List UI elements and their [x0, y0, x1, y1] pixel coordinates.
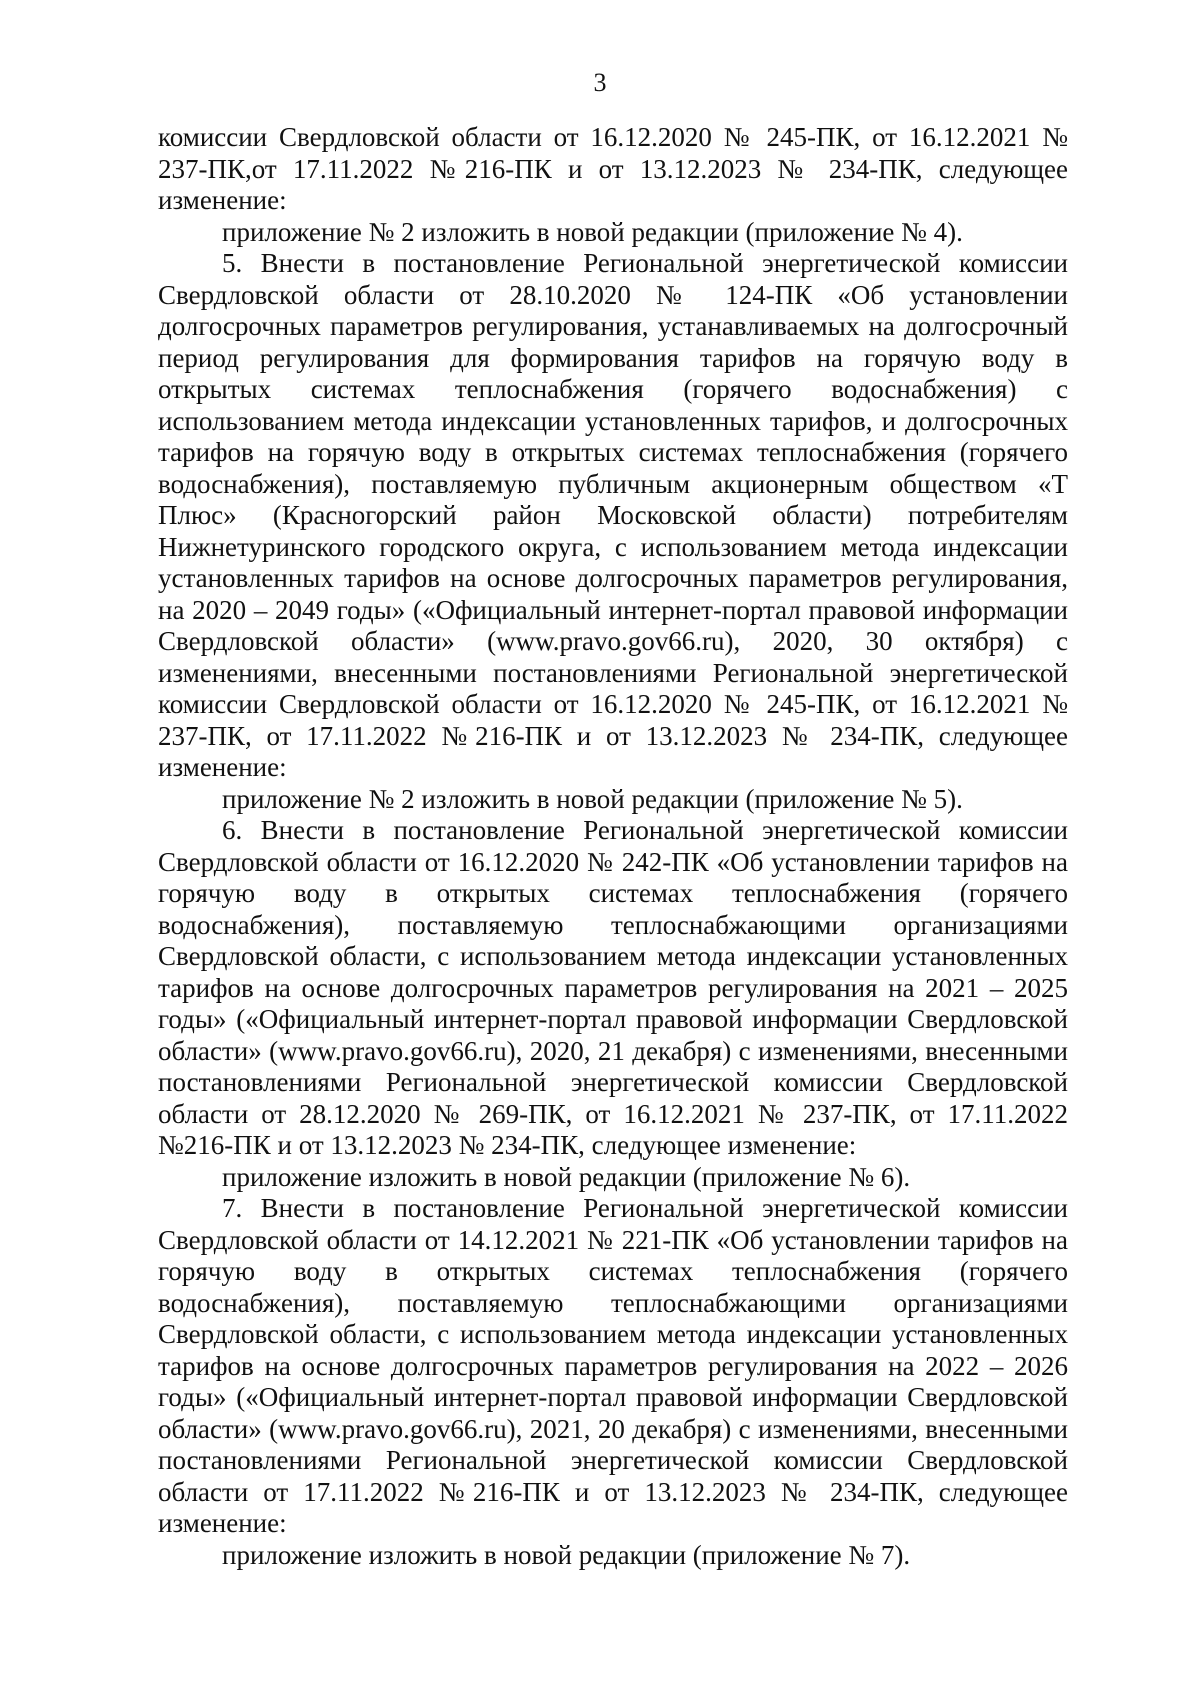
paragraph-item-6: 6. Внести в постановление Региональной энергетической комиссии Свердловской области от 16.12.2020 № 242-ПК «Об установлении тарифов на горячую воду в открытых системах теплоснабжения (горячего водоснабжения), поставляемую теплоснабжающими организациями Свердловской области, с использованием метода индексации установленных тарифов на основе долгосрочных параметров регулирования на 2021 – 2025 годы» («Официальный интернет-портал правовой информации Свердловской области» (www.pravo.gov66.ru), 2020, 21 декабря) с изменениями, внесенными постановлениями Региональной энергетической комиссии Свердловской области от 28.12.2020 № 269-ПК, от 16.12.2021 № 237-ПК, от 17.11.2022 №216-ПК и от 13.12.2023 № 234-ПК, следующее изменение:: [158, 815, 1068, 1160]
paragraph-amendment-appendix-4: приложение № 2 изложить в новой редакции (приложение № 4).: [222, 216, 963, 247]
paragraph-continuation: комиссии Свердловской области от 16.12.2020 № 245-ПК, от 16.12.2021 № 237-ПК,от 17.11.2022 №216-ПК и от 13.12.2023 № 234-ПК, следующее изменение:: [158, 122, 1068, 215]
page-number: 3: [593, 68, 607, 97]
paragraph-amendment-appendix-7: приложение изложить в новой редакции (приложение № 7).: [222, 1539, 911, 1570]
paragraph-amendment-appendix-5: приложение № 2 изложить в новой редакции (приложение № 5).: [222, 783, 963, 814]
paragraph-item-7: 7. Внести в постановление Региональной энергетической комиссии Свердловской области от 14.12.2021 № 221-ПК «Об установлении тарифов на горячую воду в открытых системах теплоснабжения (горячего водоснабжения), поставляемую теплоснабжающими организациями Свердловской области, с использованием метода индексации установленных тарифов на основе долгосрочных параметров регулирования на 2022 – 2026 годы» («Официальный интернет-портал правовой информации Свердловской области» (www.pravo.gov66.ru), 2021, 20 декабря) с изменениями, внесенными постановлениями Региональной энергетической комиссии Свердловской области от 17.11.2022 №216-ПК и от 13.12.2023 № 234-ПК, следующее изменение:: [158, 1193, 1068, 1538]
document-body: [158, 122, 1068, 1571]
paragraph-item-5: 5. Внести в постановление Региональной энергетической комиссии Свердловской области от 28.10.2020 № 124-ПК «Об установлении долгосрочных параметров регулирования, устанавливаемых на долгосрочный период регулирования для формирования тарифов на горячую воду в открытых системах теплоснабжения (горячего водоснабжения) с использованием метода индексации установленных тарифов, и долгосрочных тарифов на горячую воду в открытых системах теплоснабжения (горячего водоснабжения), поставляемую публичным акционерным обществом «Т Плюс» (Красногорский район Московской области) потребителям Нижнетуринского городского округа, с использованием метода индексации установленных тарифов на основе долгосрочных параметров регулирования, на 2020 – 2049 годы» («Официальный интернет-портал правовой информации Свердловской области» (www.pravo.gov66.ru), 2020, 30 октября) с изменениями, внесенными постановлениями Региональной энергетической комиссии Свердловской области от 16.12.2020 № 245-ПК, от 16.12.2021 № 237-ПК, от 17.11.2022 №216-ПК и от 13.12.2023 № 234-ПК, следующее изменение:: [158, 248, 1068, 782]
paragraph-amendment-appendix-6: приложение изложить в новой редакции (приложение № 6).: [222, 1161, 911, 1192]
